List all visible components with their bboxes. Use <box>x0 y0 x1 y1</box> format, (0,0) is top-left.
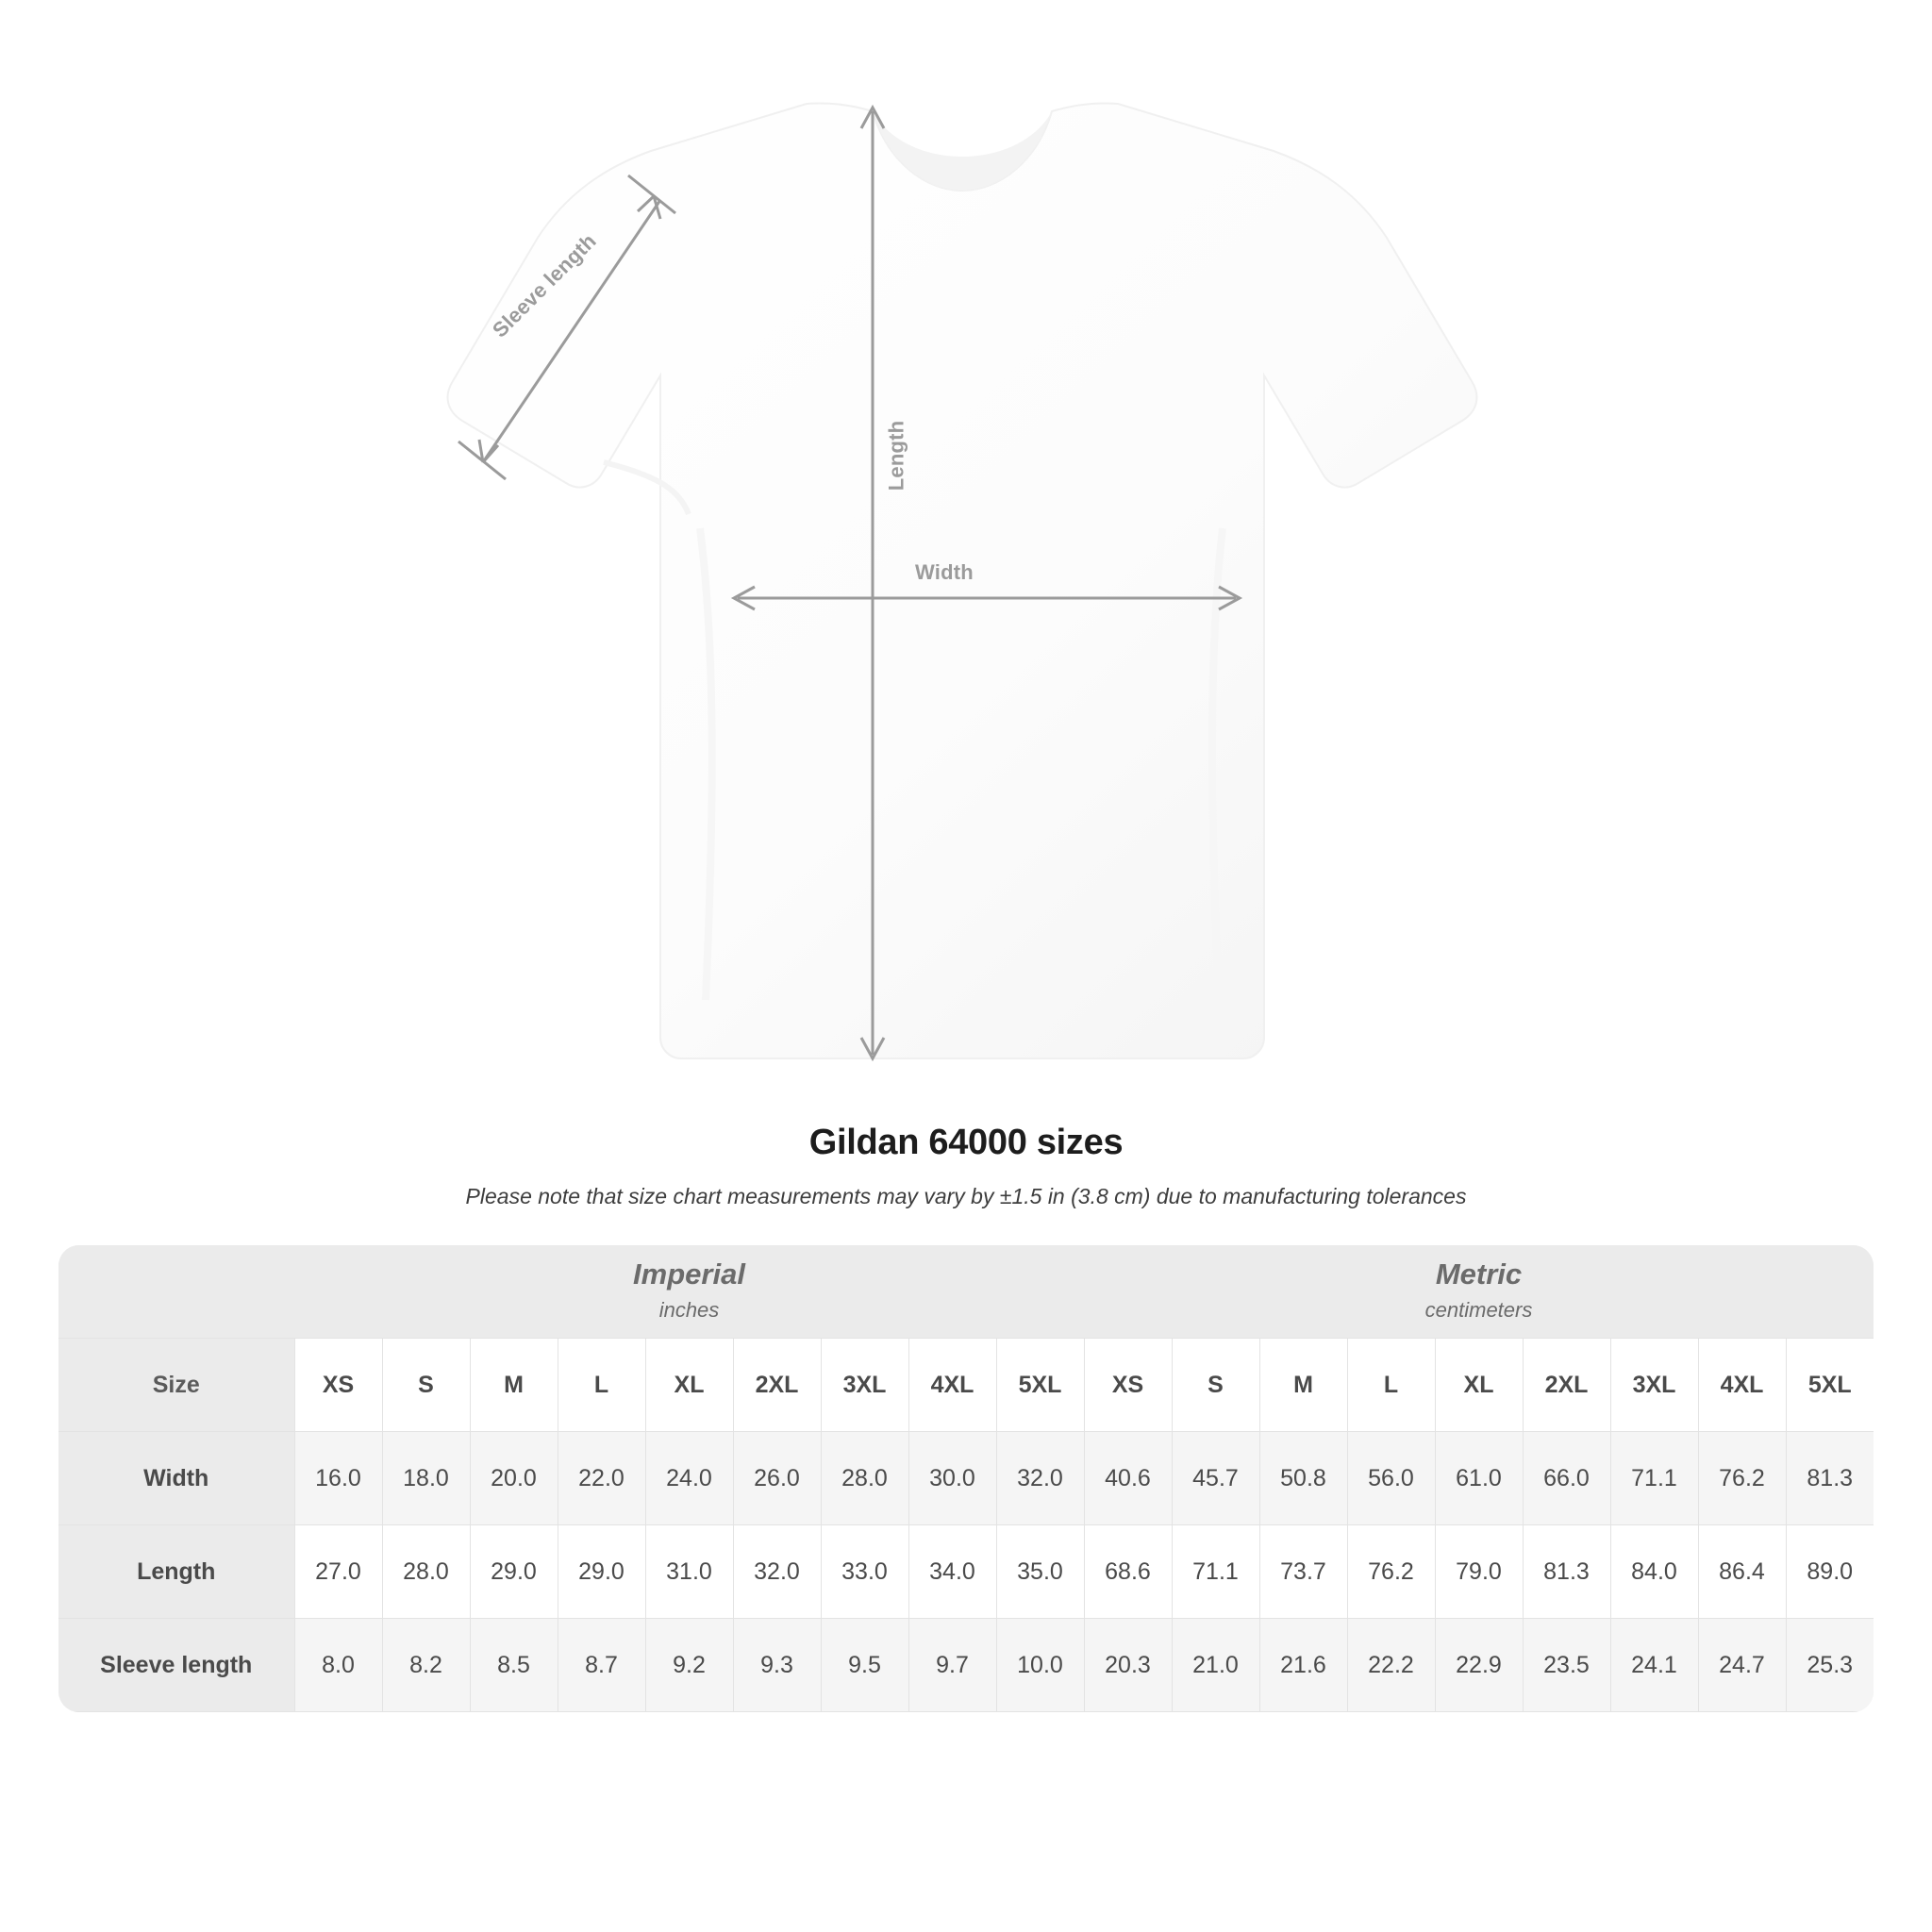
table-row <box>58 1432 1874 1525</box>
cell-length-9: 68.6 <box>1084 1525 1172 1619</box>
header-size-4xl-metric: 4XL <box>1698 1339 1786 1432</box>
cell-width-2: 20.0 <box>470 1432 558 1525</box>
row-label-sleeve-length: Sleeve length <box>58 1619 294 1712</box>
header-size-s-imperial: S <box>382 1339 470 1432</box>
cell-length-3: 29.0 <box>558 1525 645 1619</box>
header-size-l-imperial: L <box>558 1339 645 1432</box>
cell-width-3: 22.0 <box>558 1432 645 1525</box>
header-size-3xl-imperial: 3XL <box>821 1339 908 1432</box>
cell-length-5: 32.0 <box>733 1525 821 1619</box>
table-header-row <box>58 1339 1874 1432</box>
unit-system-metric-name: Metric <box>1435 1257 1523 1291</box>
size-table-container <box>58 1245 1874 1712</box>
cell-length-7: 34.0 <box>908 1525 996 1619</box>
header-size-2xl-metric: 2XL <box>1523 1339 1610 1432</box>
cell-length-13: 79.0 <box>1435 1525 1523 1619</box>
cell-sleeve-11: 21.6 <box>1259 1619 1347 1712</box>
header-size-m-metric: M <box>1259 1339 1347 1432</box>
header-size-xl-imperial: XL <box>645 1339 733 1432</box>
cell-sleeve-3: 8.7 <box>558 1619 645 1712</box>
header-size-5xl-imperial: 5XL <box>996 1339 1084 1432</box>
cell-width-7: 30.0 <box>908 1432 996 1525</box>
cell-length-14: 81.3 <box>1523 1525 1610 1619</box>
cell-width-17: 81.3 <box>1786 1432 1874 1525</box>
unit-system-metric-unit: centimeters <box>1424 1297 1533 1322</box>
cell-sleeve-4: 9.2 <box>645 1619 733 1712</box>
header-size-3xl-metric: 3XL <box>1610 1339 1698 1432</box>
cell-sleeve-12: 22.2 <box>1347 1619 1435 1712</box>
header-size-xl-metric: XL <box>1435 1339 1523 1432</box>
unit-system-spacer <box>58 1245 294 1339</box>
unit-system-imperial-name: Imperial <box>633 1257 745 1291</box>
unit-system-imperial <box>294 1245 1084 1339</box>
unit-system-imperial-unit: inches <box>658 1297 720 1322</box>
cell-width-4: 24.0 <box>645 1432 733 1525</box>
title-block <box>0 1123 1932 1209</box>
cell-length-2: 29.0 <box>470 1525 558 1619</box>
cell-sleeve-13: 22.9 <box>1435 1619 1523 1712</box>
cell-length-12: 76.2 <box>1347 1525 1435 1619</box>
header-size-m-imperial: M <box>470 1339 558 1432</box>
width-label: Width <box>915 560 974 584</box>
cell-length-10: 71.1 <box>1172 1525 1259 1619</box>
row-label-width: Width <box>58 1432 294 1525</box>
cell-width-11: 50.8 <box>1259 1432 1347 1525</box>
unit-system-row <box>58 1245 1874 1339</box>
cell-sleeve-14: 23.5 <box>1523 1619 1610 1712</box>
cell-length-17: 89.0 <box>1786 1525 1874 1619</box>
cell-length-11: 73.7 <box>1259 1525 1347 1619</box>
header-size-5xl-metric: 5XL <box>1786 1339 1874 1432</box>
page-title: Gildan 64000 sizes <box>808 1123 1124 1162</box>
cell-length-16: 86.4 <box>1698 1525 1786 1619</box>
cell-sleeve-16: 24.7 <box>1698 1619 1786 1712</box>
header-size-2xl-imperial: 2XL <box>733 1339 821 1432</box>
cell-length-6: 33.0 <box>821 1525 908 1619</box>
cell-sleeve-9: 20.3 <box>1084 1619 1172 1712</box>
header-size-l-metric: L <box>1347 1339 1435 1432</box>
cell-length-0: 27.0 <box>294 1525 382 1619</box>
size-table <box>58 1245 1874 1712</box>
header-size-4xl-imperial: 4XL <box>908 1339 996 1432</box>
cell-width-12: 56.0 <box>1347 1432 1435 1525</box>
cell-width-14: 66.0 <box>1523 1432 1610 1525</box>
cell-sleeve-6: 9.5 <box>821 1619 908 1712</box>
cell-sleeve-15: 24.1 <box>1610 1619 1698 1712</box>
cell-length-1: 28.0 <box>382 1525 470 1619</box>
length-label: Length <box>884 420 908 491</box>
cell-width-8: 32.0 <box>996 1432 1084 1525</box>
cell-sleeve-8: 10.0 <box>996 1619 1084 1712</box>
cell-width-15: 71.1 <box>1610 1432 1698 1525</box>
header-size-xs-imperial: XS <box>294 1339 382 1432</box>
unit-system-metric <box>1084 1245 1874 1339</box>
cell-sleeve-2: 8.5 <box>470 1619 558 1712</box>
cell-width-13: 61.0 <box>1435 1432 1523 1525</box>
cell-length-4: 31.0 <box>645 1525 733 1619</box>
cell-width-5: 26.0 <box>733 1432 821 1525</box>
cell-sleeve-10: 21.0 <box>1172 1619 1259 1712</box>
tolerance-note: Please note that size chart measurements may vary by ±1.5 in (3.8 cm) due to manufacturing tolerances <box>465 1184 1467 1208</box>
header-size-label: Size <box>58 1339 294 1432</box>
cell-length-8: 35.0 <box>996 1525 1084 1619</box>
cell-sleeve-1: 8.2 <box>382 1619 470 1712</box>
cell-width-0: 16.0 <box>294 1432 382 1525</box>
cell-sleeve-5: 9.3 <box>733 1619 821 1712</box>
header-size-s-metric: S <box>1172 1339 1259 1432</box>
cell-sleeve-17: 25.3 <box>1786 1619 1874 1712</box>
cell-width-16: 76.2 <box>1698 1432 1786 1525</box>
cell-width-6: 28.0 <box>821 1432 908 1525</box>
cell-sleeve-0: 8.0 <box>294 1619 382 1712</box>
table-row <box>58 1619 1874 1712</box>
cell-width-1: 18.0 <box>382 1432 470 1525</box>
sleeve-length-label: Sleeve length <box>487 228 601 342</box>
cell-width-10: 45.7 <box>1172 1432 1259 1525</box>
header-size-xs-metric: XS <box>1084 1339 1172 1432</box>
table-row <box>58 1525 1874 1619</box>
row-label-length: Length <box>58 1525 294 1619</box>
cell-width-9: 40.6 <box>1084 1432 1172 1525</box>
cell-length-15: 84.0 <box>1610 1525 1698 1619</box>
cell-sleeve-7: 9.7 <box>908 1619 996 1712</box>
